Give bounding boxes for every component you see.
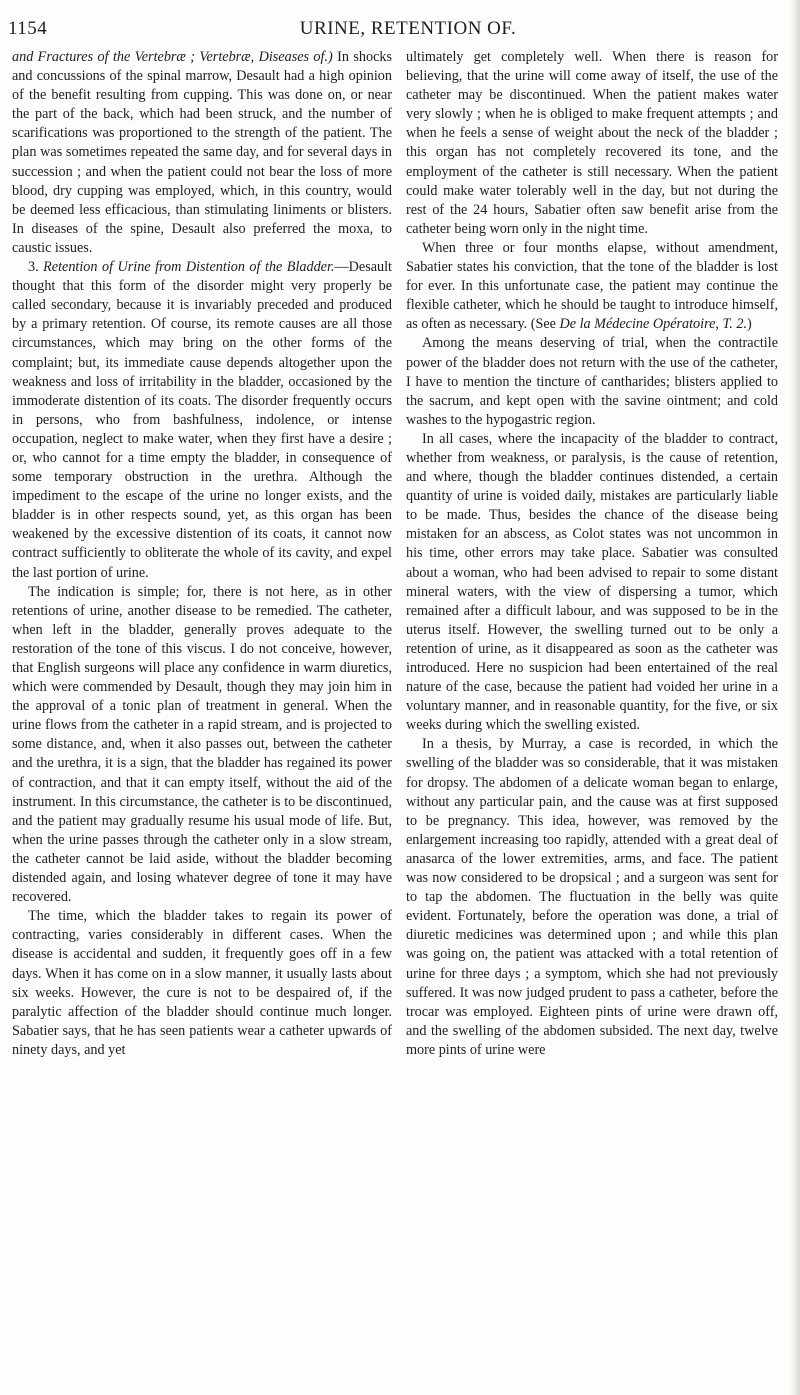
- left-column: [12, 48, 392, 1060]
- paragraph: ultimately get completely well. When there is reason for believing, that the urine will come away of itself, the use of the catheter may be discontinued. When the patient makes water very slowly ; when he is obliged to make frequent attempts ; and when he feels a sense of weight about the neck of the bladder ; this organ has not completely recovered its tone, and the employment of the catheter is still necessary. When the patient could make water tolerably well in the day, but not during the rest of the 24 hours, Sabatier often saw benefit arise from the catheter being worn only in the night time.: [406, 49, 778, 237]
- paragraph: Among the means deserving of trial, when the contractile power of the bladder does not return with the use of the catheter, I have to mention the tincture of cantharides; blisters applied to the sacrum, and kept open with the savine ointment; and cold washes to the hypogastric region.: [406, 335, 778, 428]
- section-heading: Retention of Urine from Distention of the Bladder.: [43, 259, 335, 276]
- right-column: [406, 48, 778, 1060]
- running-title: URINE, RETENTION OF.: [299, 18, 517, 39]
- paragraph: In a thesis, by Murray, a case is recorded, in which the swelling of the bladder was so considerable, that it was mistaken for dropsy. The abdomen of a delicate woman began to enlarge, without any particular pain, and the cause was at first supposed to be pregnancy. This idea, however, was removed by the enlargement increasing too rapidly, attended with a great deal of anasarca of the lower extremities, arms, and face. The patient was now considered to be dropsical ; and a surgeon was sent for to tap the abdomen. The fluctuation in the belly was quite evident. Fortunately, before the operation was done, a trial of diuretic medicines was determined upon ; and while this plan was going on, the patient was attacked with a total retention of urine for three days ; a symptom, which she had not previously suffered. It was now judged prudent to pass a catheter, before the trocar was employed. Eighteen pints of urine were drawn off, and the swelling of the abdomen subsided. The next day, twelve more pints of urine were: [406, 736, 778, 1058]
- running-header: [8, 18, 778, 40]
- paragraph: When three or four months elapse, without amendment, Sabatier states his conviction, that the tone of the bladder is lost for ever. In this unfortunate case, the patient may continue the flexible catheter, which he should be taught to introduce himself, as often as necessary. (See De la Médecine Opératoire, T. 2.): [406, 239, 778, 333]
- paragraph: In all cases, where the incapacity of the bladder to contract, whether from weakness, or paralysis, is the cause of retention, and where, though the bladder continues distended, a certain quantity of urine is voided daily, mistakes are particularly liable to be made. Thus, besides the chance of the disease being mistaken for an abscess, as Colot states was not uncommon in his time, other errors may take place. Sabatier was consulted about a woman, who had been advised to repair to some distant mineral waters, with the view of dispersing a tumor, which remained after a difficult labour, and was supposed to be in the uterus itself. However, the swelling turned out to be only a retention of urine, as it disappeared as soon as the catheter was introduced. Here no suspicion had been entertained of the real nature of the case, because the patient had voided her urine in a voluntary manner, and in reasonable quantity, for the five, or six weeks during which the swelling existed.: [406, 430, 778, 734]
- reference-italic: and Fractures of the Vertebræ ; Vertebræ, Diseases of.): [12, 49, 333, 65]
- paragraph: The indication is simple; for, there is not here, as in other retentions of urine, another disease to be remedied. The catheter, when left in the bladder, generally proves adequate to the restoration of the tone of this viscus. I do not conceive, however, that English surgeons will place any confidence in warm diuretics, which were commended by Desault, though they may join him in the approval of a tonic plan of treatment in general. When the urine flows from the catheter in a rapid stream, and is projected to some distance, and, when it also passes out, between the catheter and the urethra, it is a sign, that the bladder has regained its power of contraction, and that it can empty itself, without the aid of the instrument. In this circumstance, the catheter is to be discontinued, and the patient may gradually resume his usual mode of life. But, when the urine passes through the catheter only in a slow stream, the catheter cannot be laid aside, without the bladder becoming distended again, and losing whatever degree of tone it may have recovered.: [12, 583, 392, 906]
- paragraph: The time, which the bladder takes to regain its power of contracting, varies considerably in different cases. When the disease is accidental and sudden, it frequently goes off in a few days. When it has come on in a slow manner, it usually lasts about six weeks. However, the cure is not to be despaired of, if the paralytic affection of the bladder should continue much longer. Sabatier says, that he has seen patients wear a catheter upwards of ninety days, and yet: [12, 908, 392, 1058]
- page-number: 1154: [8, 18, 48, 39]
- paragraph: and Fractures of the Vertebræ ; Vertebræ, Diseases of.) In shocks and concussions of the spinal marrow, Desault had a high opinion of the benefit resulting from cupping. This was done on, or near the part of the back, which had been struck, and the number of scarifications was proportioned to the strength of the patient. The plan was sometimes repeated the same day, and for several days in succession ; and when the patient could not bear the loss of more blood, dry cupping was employed, which, in this country, would be deemed less efficacious, than stimulating liniments or blisters. In diseases of the spine, Desault also preferred the moxa, to caustic issues.: [12, 49, 392, 256]
- reference-italic: De la Médecine Opératoire, T. 2.: [559, 316, 748, 333]
- page-edge-shadow: [790, 0, 800, 1395]
- paragraph: 3. Retention of Urine from Distention of the Bladder.—Desault thought that this form of the disorder might very properly be called secondary, because it is invariably preceded and produced by a primary retention. Of course, its remote causes are all those circumstances, which may bring on the other forms of the complaint; but, its immediate cause depends altogether upon the weakness and loss of irritability in the bladder, occasioned by the immoderate distention of its coats. The disorder frequently occurs in persons, who from bashfulness, indolence, or intense occupation, neglect to make water, when they first have a desire ; or, who cannot for a time empty the bladder, in consequence of some temporary obstruction in the urethra. Although the impediment to the escape of the urine no longer exists, and the bladder is in other respects sound, yet, as this organ has been weakened by the excessive distention of its coats, it cannot now contract sufficiently to obliterate the whole of its cavity, and expel the last portion of urine.: [12, 259, 392, 581]
- book-page: [8, 0, 778, 1395]
